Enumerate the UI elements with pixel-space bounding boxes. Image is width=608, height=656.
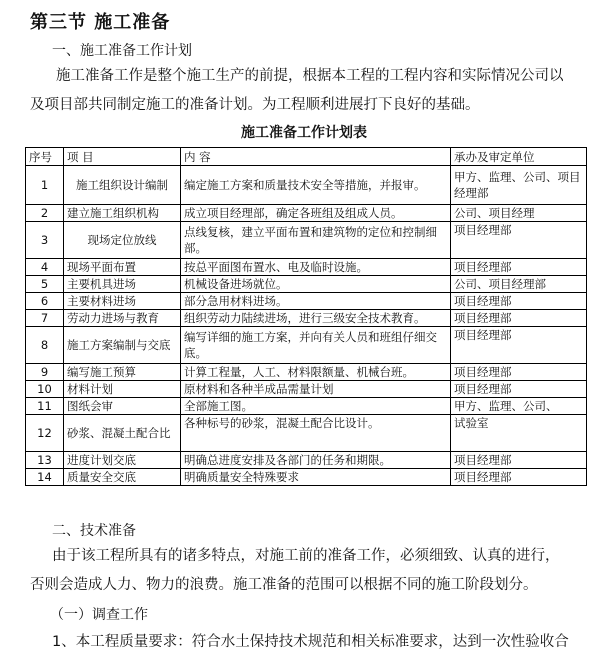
row-no: 8	[26, 327, 64, 364]
row-item: 质量安全交底	[64, 469, 181, 486]
subheading-survey: （一）调查工作	[50, 607, 148, 623]
row-unit: 甲方、监理、公司、项目经理部	[451, 166, 587, 205]
table-row	[26, 415, 587, 452]
table-row	[26, 259, 587, 276]
row-item: 建立施工组织机构	[64, 205, 181, 222]
header-unit: 承办及审定单位	[451, 148, 587, 166]
section-title: 第三节 施工准备	[30, 12, 171, 33]
row-unit: 项目经理部	[451, 381, 587, 398]
table-row	[26, 205, 587, 222]
table-row	[26, 381, 587, 398]
row-content: 全部施工图。	[181, 398, 451, 415]
row-content: 成立项目经理部，确定各班组及组成人员。	[181, 205, 451, 222]
row-item: 材料计划	[64, 381, 181, 398]
row-no: 12	[26, 415, 64, 452]
row-item: 进度计划交底	[64, 452, 181, 469]
row-item: 图纸会审	[64, 398, 181, 415]
row-no: 10	[26, 381, 64, 398]
table-row	[26, 293, 587, 310]
row-unit: 公司、项目经理	[451, 205, 587, 222]
technical-line-2: 否则会造成人力、物力的浪费。施工准备的范围可以根据不同的施工阶段划分。	[30, 577, 538, 593]
table-row	[26, 222, 587, 259]
row-no: 14	[26, 469, 64, 486]
row-unit: 项目经理部	[451, 222, 587, 259]
row-item: 现场定位放线	[64, 222, 181, 259]
row-unit: 公司、项目经理部	[451, 276, 587, 293]
row-no: 6	[26, 293, 64, 310]
intro-line-1: 施工准备工作是整个施工生产的前提，根据本工程的工程内容和实际情况公司以	[56, 68, 564, 84]
table-row	[26, 469, 587, 486]
row-content: 部分急用材料进场。	[181, 293, 451, 310]
row-no: 5	[26, 276, 64, 293]
table-row	[26, 276, 587, 293]
row-no: 7	[26, 310, 64, 327]
row-no: 11	[26, 398, 64, 415]
row-item: 主要机具进场	[64, 276, 181, 293]
preparation-plan-table	[25, 147, 587, 486]
row-unit: 项目经理部	[451, 310, 587, 327]
technical-line-1: 由于该工程所具有的诸多特点，对施工前的准备工作，必须细致、认真的进行，	[52, 548, 560, 564]
row-item: 编写施工预算	[64, 364, 181, 381]
intro-line-2: 及项目部共同制定施工的准备计划。为工程顺利进展打下良好的基础。	[30, 97, 480, 113]
row-content: 机械设备进场就位。	[181, 276, 451, 293]
row-content: 编写详细的施工方案，并向有关人员和班组仔细交底。	[181, 327, 451, 364]
row-no: 2	[26, 205, 64, 222]
row-unit: 项目经理部	[451, 364, 587, 381]
header-no: 序号	[26, 148, 64, 166]
row-item: 主要材料进场	[64, 293, 181, 310]
technical-paragraph	[30, 542, 590, 600]
table-row	[26, 327, 587, 364]
row-no: 13	[26, 452, 64, 469]
table-header-row	[26, 148, 587, 166]
row-unit: 项目经理部	[451, 259, 587, 276]
row-item: 施工方案编制与交底	[64, 327, 181, 364]
row-unit: 甲方、监理、公司、	[451, 398, 587, 415]
row-content: 组织劳动力陆续进场，进行三级安全技术教育。	[181, 310, 451, 327]
table-row	[26, 452, 587, 469]
table-row	[26, 364, 587, 381]
row-content: 各种标号的砂浆，混凝土配合比设计。	[181, 415, 451, 452]
subheading-plan: 一、施工准备工作计划	[52, 43, 192, 59]
row-unit: 试验室	[451, 415, 587, 452]
row-content: 编定施工方案和质量技术安全等措施，并报审。	[181, 166, 451, 205]
row-no: 4	[26, 259, 64, 276]
row-unit: 项目经理部	[451, 327, 587, 364]
row-unit: 项目经理部	[451, 452, 587, 469]
intro-paragraph	[30, 62, 590, 120]
row-no: 9	[26, 364, 64, 381]
row-content: 原材料和各种半成品需量计划	[181, 381, 451, 398]
row-no: 3	[26, 222, 64, 259]
table-row	[26, 166, 587, 205]
row-content: 计算工程量，人工、材料限额量、机械台班。	[181, 364, 451, 381]
row-unit: 项目经理部	[451, 293, 587, 310]
row-item: 施工组织设计编制	[64, 166, 181, 205]
table-row	[26, 310, 587, 327]
row-content: 按总平面图布置水、电及临时设施。	[181, 259, 451, 276]
row-no: 1	[26, 166, 64, 205]
header-item: 项 目	[64, 148, 181, 166]
row-unit: 项目经理部	[451, 469, 587, 486]
row-item: 现场平面布置	[64, 259, 181, 276]
table-row	[26, 398, 587, 415]
row-item: 劳动力进场与教育	[64, 310, 181, 327]
row-content: 明确质量安全特殊要求	[181, 469, 451, 486]
row-content: 点线复核，建立平面布置和建筑物的定位和控制细部。	[181, 222, 451, 259]
table-title: 施工准备工作计划表	[241, 125, 367, 141]
row-item: 砂浆、混凝土配合比	[64, 415, 181, 452]
row-content: 明确总进度安排及各部门的任务和期限。	[181, 452, 451, 469]
quality-requirement-line: 1、本工程质量要求：符合水土保持技术规范和相关标准要求，达到一次性验收合	[52, 634, 569, 650]
subheading-technical: 二、技术准备	[52, 523, 136, 539]
header-content: 内 容	[181, 148, 451, 166]
